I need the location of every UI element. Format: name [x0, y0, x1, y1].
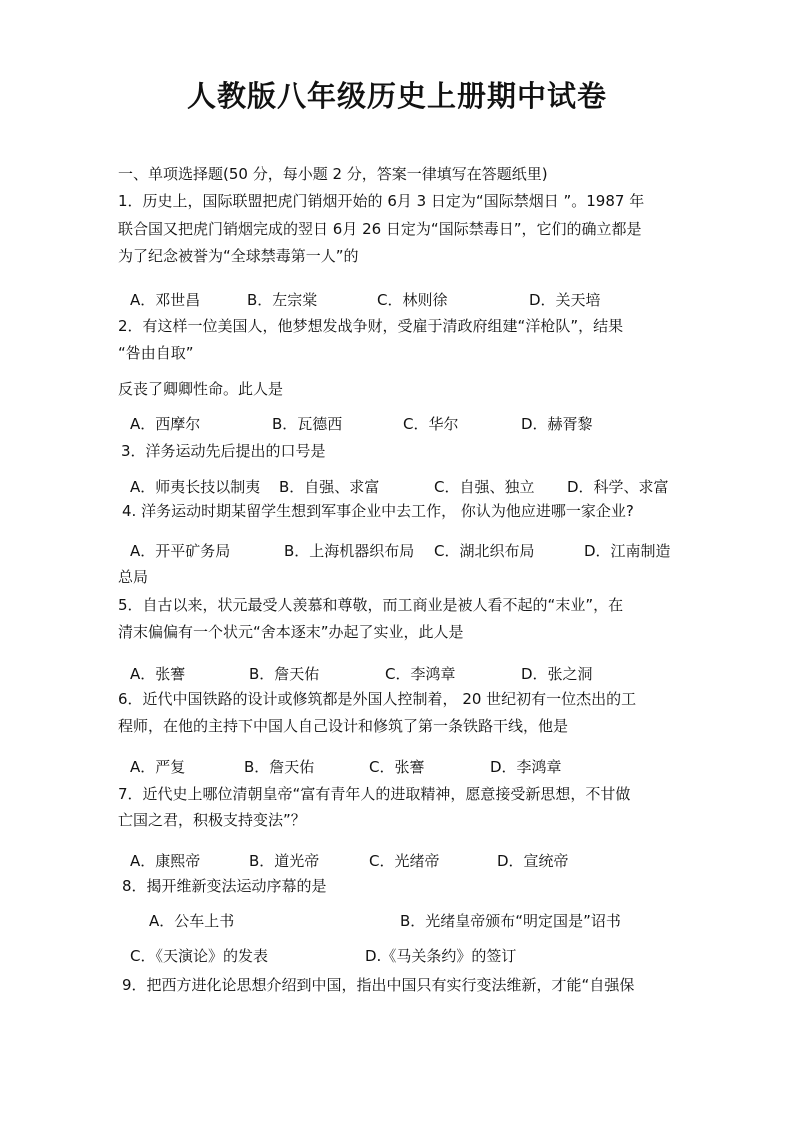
q8-option-d: D.《马关条约》的签订	[365, 947, 517, 965]
question-1-line-3: 为了纪念被誉为“全球禁毒第一人”的	[118, 247, 359, 265]
q2-option-d: D．赫胥黎	[521, 415, 593, 433]
question-5-line-2: 清末偏偏有一个状元“舍本逐末”办起了实业，此人是	[118, 623, 464, 641]
question-3-line-1: 3．洋务运动先后提出的口号是	[121, 442, 326, 460]
q5-option-a: A．张謇	[130, 665, 186, 683]
q7-option-a: A．康熙帝	[130, 852, 201, 870]
q3-option-c: C．自强、独立	[434, 478, 535, 496]
q8-option-a: A．公车上书	[149, 912, 235, 930]
q6-option-a: A．严复	[130, 758, 186, 776]
q1-option-c: C．林则徐	[377, 291, 448, 309]
q5-option-c: C．李鸿章	[385, 665, 456, 683]
q7-option-c: C．光绪帝	[369, 852, 440, 870]
question-7-line-2: 亡国之君，积极支持变法”？	[118, 811, 306, 829]
q3-option-b: B．自强、求富	[279, 478, 380, 496]
question-9-line-1: 9．把西方进化论思想介绍到中国，指出中国只有实行变法维新，才能“自强保	[122, 976, 635, 994]
question-7-line-1: 7．近代史上哪位清朝皇帝“富有青年人的进取精神，愿意接受新思想，不甘做	[118, 785, 631, 803]
q1-option-d: D．关天培	[529, 291, 601, 309]
question-2-line-3: 反丧了卿卿性命。此人是	[118, 380, 284, 398]
q6-option-d: D．李鸿章	[490, 758, 562, 776]
question-6-line-2: 程师，在他的主持下中国人自己设计和修筑了第一条铁路干线，他是	[118, 717, 569, 735]
question-2-line-1: 2．有这样一位美国人，他梦想发战争财，受雇于清政府组建“洋枪队”，结果	[118, 317, 624, 335]
q7-option-d: D．宣统帝	[497, 852, 569, 870]
q3-option-d: D．科学、求富	[567, 478, 669, 496]
question-4-line-1: 4. 洋务运动时期某留学生想到军事企业中去工作， 你认为他应进哪一家企业?	[122, 502, 634, 520]
q4-option-a: A．开平矿务局	[130, 542, 231, 560]
q3-option-a: A．师夷长技以制夷	[130, 478, 261, 496]
q4-option-b: B．上海机器织布局	[284, 542, 415, 560]
question-6-line-1: 6．近代中国铁路的设计或修筑都是外国人控制着， 20 世纪初有一位杰出的工	[118, 690, 637, 708]
section-heading: 一、单项选择题(50 分，每小题 2 分，答案一律填写在答题纸里)	[118, 165, 548, 183]
q2-option-b: B．瓦德西	[272, 415, 343, 433]
q1-option-a: A．邓世昌	[130, 291, 201, 309]
page-title: 人教版八年级历史上册期中试卷	[186, 79, 607, 113]
q5-option-d: D．张之洞	[521, 665, 593, 683]
q8-option-b: B．光绪皇帝颁布“明定国是”诏书	[400, 912, 621, 930]
question-4-continuation: 总局	[118, 568, 149, 586]
question-5-line-1: 5．自古以来，状元最受人羡慕和尊敬，而工商业是被人看不起的“末业”，在	[118, 596, 624, 614]
q7-option-b: B．道光帝	[249, 852, 320, 870]
q1-option-b: B．左宗棠	[247, 291, 318, 309]
q6-option-c: C．张謇	[369, 758, 425, 776]
question-1-line-2: 联合国又把虎门销烟完成的翌日 6月 26 日定为“国际禁毒日”，它们的确立都是	[118, 220, 642, 238]
q6-option-b: B．詹天佑	[244, 758, 315, 776]
q2-option-a: A．西摩尔	[130, 415, 201, 433]
question-2-line-2: “咎由自取”	[118, 344, 194, 362]
q8-option-c: C．《天演论》的发表	[130, 947, 268, 965]
question-8-line-1: 8．揭开维新变法运动序幕的是	[122, 877, 327, 895]
q5-option-b: B．詹天佑	[249, 665, 320, 683]
q4-option-c: C．湖北织布局	[434, 542, 535, 560]
q4-option-d: D．江南制造	[584, 542, 671, 560]
q2-option-c: C．华尔	[403, 415, 459, 433]
question-1-line-1: 1．历史上，国际联盟把虎门销烟开始的 6月 3 日定为“国际禁烟日 ”。1987 年	[118, 192, 645, 210]
